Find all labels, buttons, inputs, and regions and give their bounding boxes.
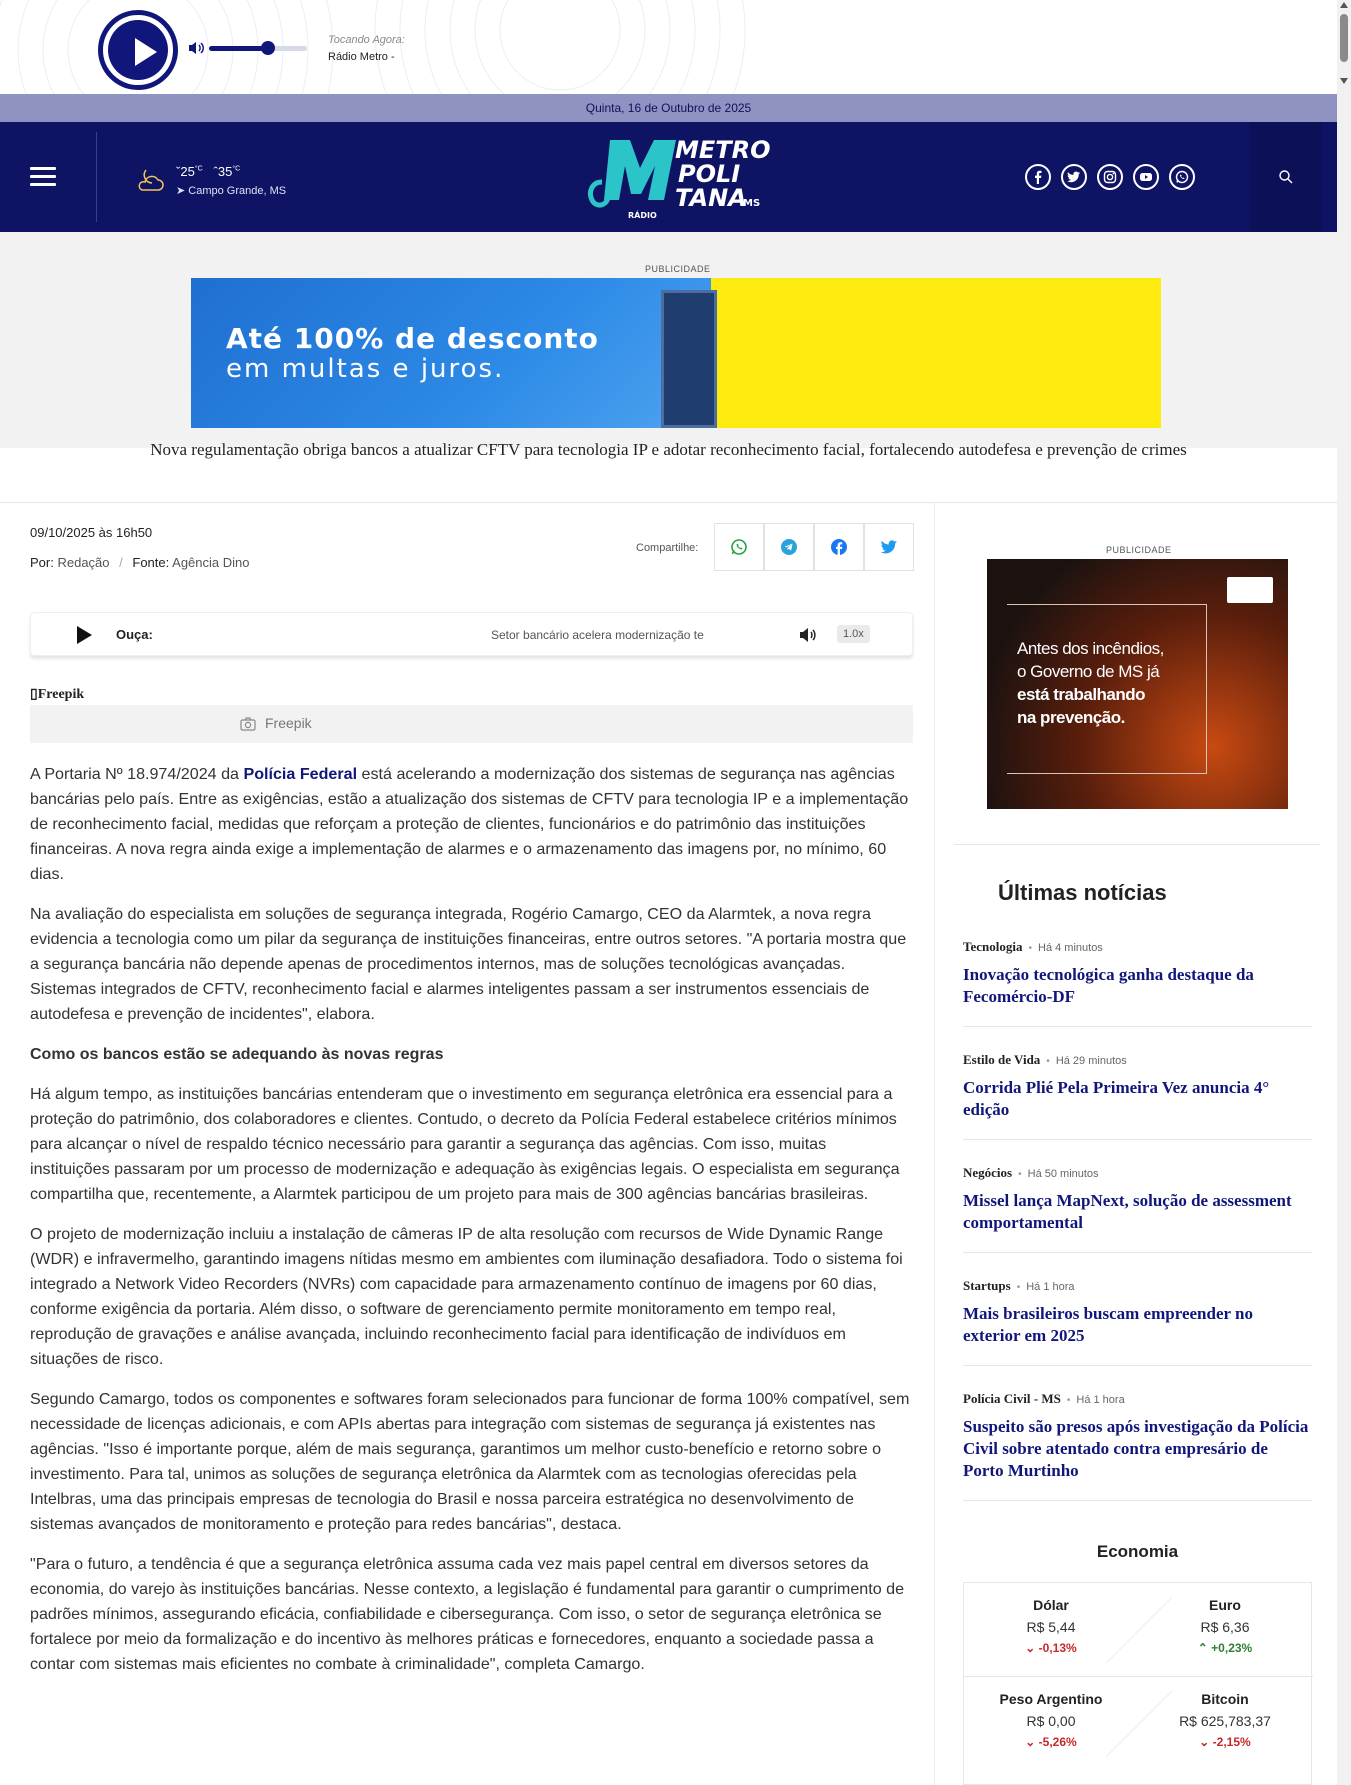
- news-time: Há 29 minutos: [1055, 1055, 1127, 1067]
- news-item[interactable]: [963, 1164, 1312, 1253]
- quote-euro: [1138, 1583, 1312, 1676]
- paragraph-3: Há algum tempo, as instituições bancárias entenderam que o investimento em segurança eletrônica era essencial para a proteção do patrimônio, dos colaboradores e clientes. Contudo, o decreto da Polícia Federal estabelece critérios mínimos para alcançar o nível de respaldo técnico necessário para garantir a segurança das agências. Com isso, muitas instituições passaram por um processo de modernização e adequação às exigências legais. O especialista em segurança compartilha que, recentemente, a Alarmtek participou de um projeto para mais de 300 agências bancárias brasileiras.: [30, 1085, 900, 1203]
- news-item[interactable]: [963, 1390, 1312, 1501]
- quote-value: R$ 5,44: [1026, 1619, 1076, 1635]
- news-item[interactable]: [963, 1277, 1312, 1366]
- instagram-icon[interactable]: [1097, 164, 1123, 190]
- play-icon: [108, 20, 168, 80]
- twitter-icon[interactable]: [1061, 164, 1087, 190]
- listen-label: Ouça:: [116, 627, 153, 642]
- article-image: [30, 686, 84, 703]
- news-headline[interactable]: Inovação tecnológica ganha destaque da Fecomércio-DF: [963, 965, 1254, 1006]
- news-time: Há 1 hora: [1076, 1394, 1125, 1406]
- volume-slider[interactable]: [209, 46, 307, 51]
- logo-word-2: POLI: [678, 160, 741, 188]
- logo-small: RÁDIO: [628, 211, 657, 220]
- search-button[interactable]: [1250, 122, 1322, 232]
- share-whatsapp-button[interactable]: [714, 523, 764, 571]
- city-location: [176, 184, 286, 197]
- quote-bitcoin: [1138, 1677, 1312, 1770]
- youtube-icon[interactable]: [1133, 164, 1159, 190]
- dot-separator: •: [1046, 1056, 1050, 1067]
- temp-unit-max: °C: [232, 165, 241, 173]
- temp-min: 25: [180, 164, 195, 179]
- chevron-down-icon: ⌄: [1025, 1735, 1039, 1749]
- volume-handle[interactable]: [261, 41, 275, 55]
- news-divider: [963, 1252, 1312, 1253]
- side-ad-line-1: Antes dos incêndios,: [1017, 639, 1164, 658]
- news-category[interactable]: Polícia Civil - MS: [963, 1391, 1061, 1406]
- door-illustration: [661, 290, 717, 428]
- temp-max: 35: [217, 164, 233, 179]
- side-ad-banner[interactable]: [987, 559, 1288, 809]
- whatsapp-icon[interactable]: [1169, 164, 1195, 190]
- news-time: Há 50 minutos: [1027, 1168, 1099, 1180]
- radio-play-button[interactable]: [98, 10, 178, 90]
- news-headline[interactable]: Missel lança MapNext, solução de assessment comportamental: [963, 1191, 1292, 1232]
- quote-name: Bitcoin: [1201, 1691, 1249, 1707]
- quote-value: R$ 6,36: [1200, 1619, 1250, 1635]
- news-headline[interactable]: Corrida Plié Pela Primeira Vez anuncia 4° edição: [963, 1078, 1270, 1119]
- quote-value: R$ 0,00: [1026, 1713, 1076, 1729]
- news-category[interactable]: Tecnologia: [963, 939, 1023, 954]
- news-headline[interactable]: Suspeito são presos após investigação da Polícia Civil sobre atentado contra empresário de Porto Murtinho: [963, 1417, 1309, 1480]
- share-telegram-button[interactable]: [764, 523, 814, 571]
- header-divider: [96, 132, 97, 222]
- camera-icon: [240, 717, 256, 731]
- search-icon: [1278, 169, 1294, 185]
- paragraph-6: "Para o futuro, a tendência é que a segurança eletrônica assuma cada vez mais papel central em diversos setores da economia, do varejo às instituições bancárias. Nesse contexto, a legislação é fundamental para garantir o cumprimento de padrões mínimos, assegurando eficácia, confiabilidade e cibersegurança. Com isso, o setor de segurança eletrônica se fortalece por meio da formalização e do incentivo às melhores práticas e fornecedores, enquanto a sociedade passa a contar com sistemas mais eficientes no combate à criminalidade", completa Camargo.: [30, 1555, 905, 1673]
- temp-unit: °C: [194, 165, 203, 173]
- twitter-icon: [880, 538, 898, 556]
- news-divider: [963, 1500, 1312, 1501]
- ad-yellow-panel: [681, 278, 1161, 428]
- column-divider: [934, 502, 935, 1785]
- latest-news-title: Últimas notícias: [998, 880, 1167, 905]
- news-time: Há 4 minutos: [1038, 942, 1103, 954]
- chevron-down-icon: ⌄: [1025, 1641, 1039, 1655]
- quote-name: Euro: [1209, 1597, 1241, 1613]
- article-byline: [30, 555, 249, 570]
- broken-image-icon: ▯: [30, 687, 38, 702]
- economy-quotes: [963, 1582, 1312, 1785]
- p1-start: A Portaria Nº 18.974/2024 da: [30, 765, 244, 783]
- social-links: [1025, 164, 1195, 190]
- ad-label: PUBLICIDADE: [645, 264, 711, 274]
- news-category[interactable]: Startups: [963, 1278, 1011, 1293]
- quote-change: [1138, 1735, 1312, 1749]
- volume-fill: [209, 46, 268, 51]
- dot-separator: •: [1016, 1282, 1021, 1293]
- logo-word-1: METRO: [675, 136, 771, 164]
- now-playing-value: Rádio Metro -: [328, 51, 395, 63]
- playback-speed-button[interactable]: 1.0x: [837, 625, 870, 643]
- dot-separator: •: [1018, 1169, 1022, 1180]
- quote-change-value: +0,23%: [1211, 1641, 1253, 1655]
- temperature-range: [176, 164, 240, 179]
- site-logo[interactable]: [580, 132, 780, 222]
- article-date: 09/10/2025 às 16h50: [30, 525, 153, 540]
- article-body: [30, 762, 910, 1692]
- share-label: Compartilhe:: [636, 542, 699, 554]
- news-divider: [963, 1139, 1312, 1140]
- news-time: Há 1 hora: [1026, 1281, 1075, 1293]
- side-ad-text: [1017, 637, 1164, 729]
- facebook-icon: [830, 538, 848, 556]
- image-alt-text: Freepik: [37, 687, 85, 702]
- volume-icon[interactable]: [188, 41, 204, 55]
- logo-suffix: MS: [743, 198, 761, 209]
- min-temp-icon: ˇ: [176, 164, 181, 179]
- p1-end: está acelerando a modernização dos sistemas de segurança nas agências bancárias pelo país. Entre as exigências, estão a atualização dos sistemas de CFTV para tecnologia IP e a implementação de reconhecimento facial, medidas que reforçam a proteção de clientes, funcionários e do patrimônio das instituições financeiras. A nova regra ainda exige a implementação de alarmes e o armazenamento das imagens por, no mínimo, 60 dias.: [30, 765, 909, 883]
- listen-play-icon[interactable]: [77, 626, 92, 644]
- quote-dolar: [964, 1583, 1138, 1676]
- image-caption: [30, 705, 913, 743]
- economy-title: Economia: [1096, 1542, 1179, 1561]
- quote-name: Peso Argentino: [999, 1691, 1103, 1707]
- news-item[interactable]: [963, 1051, 1312, 1140]
- quote-change-value: -2,15%: [1212, 1735, 1251, 1749]
- whatsapp-icon: [730, 538, 748, 556]
- separator: [0, 502, 1337, 503]
- paragraph-4: O projeto de modernização incluiu a instalação de câmeras IP de alta resolução com recursos de Wide Dynamic Range (WDR) e infravermelho, garantindo imagens nítidas mesmo em ambientes com iluminação desafiadora. Todo o sistema foi integrado a Network Video Recorders (NVRs) com capacidade para armazenamento contínuo de imagens por 60 dias, conforme exigência da portaria. Além disso, o software de gerenciamento permite monitoramento em tempo real, reprodução de gravações e análise avançada, incluindo reconhecimento facial para identificação de indivíduos em situações de risco.: [30, 1225, 903, 1368]
- quote-name: Dólar: [1033, 1597, 1069, 1613]
- dot-separator: •: [1028, 943, 1032, 954]
- dot-separator: •: [1066, 1395, 1071, 1406]
- author-name[interactable]: Redação: [57, 555, 110, 570]
- scrollbar-thumb[interactable]: [1340, 14, 1348, 62]
- side-ad-line-2: o Governo de MS já: [1017, 662, 1160, 681]
- paragraph-5: Segundo Camargo, todos os componentes e softwares foram selecionados para funcionar de forma 100% compatível, sem necessidade de licenças adicionais, e com APIs abertas para integração com sistemas de segurança já existentes nas agências. "Isso é importante porque, além de mais segurança, garantimos um melhor custo-benefício e retorno sobre o investimento. Para tal, unimos as soluções de segurança eletrônica da Alarmtek com as tecnologias oferecidas pela Intelbras, uma das principais empresas de tecnologia do Brasil e nossa parceira estratégica no desenvolvimento de sistemas avançados de monitoramento e proteção para redes bancárias", destaca.: [30, 1390, 910, 1533]
- side-ad-label: PUBLICIDADE: [1106, 545, 1172, 555]
- facebook-icon[interactable]: [1025, 164, 1051, 190]
- quote-change-value: -5,26%: [1038, 1735, 1077, 1749]
- quote-change: [1138, 1641, 1312, 1655]
- location-arrow-icon: ➤: [176, 185, 189, 197]
- listen-title: Setor bancário acelera modernização te: [491, 628, 704, 642]
- paragraph-2: Na avaliação do especialista em soluções de segurança integrada, Rogério Camargo, CEO da Alarmtek, a nova regra evidencia a tecnologia como um pilar da segurança de instituições financeiras, entre outros setores. "A portaria mostra que a segurança bancária não depende apenas de procedimentos internos, mas de soluções tecnológicas avançadas. Sistemas integrados de CFTV, reconhecimento facial e alarmes inteligentes passam a ser instrumentos essenciais de autodefesa e prevenção de incidentes", elabora.: [30, 905, 907, 1023]
- quote-change: [964, 1735, 1138, 1749]
- speaker-icon[interactable]: [799, 627, 817, 643]
- side-ad-line-3: está trabalhando: [1017, 685, 1146, 704]
- section-heading: Como os bancos estão se adequando às novas regras: [30, 1046, 444, 1063]
- chevron-down-icon: ⌄: [1199, 1735, 1213, 1749]
- ad-banner[interactable]: [191, 278, 1161, 428]
- quote-change: [964, 1641, 1138, 1655]
- radio-player-bar: [0, 0, 1351, 94]
- article-subtitle: Nova regulamentação obriga bancos a atualizar CFTV para tecnologia IP e adotar reconhecimento facial, fortalecendo autodefesa e prevenção de crimes: [150, 440, 1187, 459]
- site-header: [0, 122, 1337, 232]
- news-headline[interactable]: Mais brasileiros buscam empreender no exterior em 2025: [963, 1304, 1253, 1345]
- ad-subline: em multas e juros.: [226, 354, 505, 384]
- source-label: Fonte:: [132, 555, 170, 570]
- sidebar-divider: [954, 844, 1320, 845]
- policia-federal-link[interactable]: Polícia Federal: [243, 765, 358, 783]
- paragraph-1: [30, 762, 910, 887]
- byline-separator: /: [119, 555, 123, 570]
- logo-word-3: TANA: [675, 184, 747, 212]
- news-divider: [963, 1026, 1312, 1027]
- page-scrollbar[interactable]: [1337, 0, 1351, 1785]
- news-category[interactable]: Negócios: [963, 1165, 1013, 1180]
- now-playing-label: Tocando Agora:: [328, 34, 405, 46]
- news-item[interactable]: [963, 938, 1312, 1027]
- side-ad-line-4: na prevenção.: [1017, 708, 1125, 727]
- audio-listen-bar: [30, 612, 913, 656]
- chevron-up-icon: ⌃: [1197, 1641, 1212, 1655]
- menu-icon[interactable]: [30, 167, 56, 187]
- quote-peso-argentino: [964, 1677, 1138, 1770]
- scroll-down-icon[interactable]: [1340, 78, 1348, 84]
- author-label: Por:: [30, 555, 54, 570]
- news-divider: [963, 1365, 1312, 1366]
- share-buttons: [714, 523, 914, 571]
- ad-headline: Até 100% de desconto: [226, 322, 599, 355]
- telegram-icon: [780, 538, 798, 556]
- max-temp-icon: ˆ: [213, 164, 218, 179]
- cloudy-night-icon: [134, 166, 166, 194]
- caption-text: Freepik: [265, 715, 312, 731]
- scroll-up-icon[interactable]: [1340, 2, 1348, 8]
- share-facebook-button[interactable]: [814, 523, 864, 571]
- quote-change-value: -0,13%: [1038, 1641, 1077, 1655]
- source-name[interactable]: Agência Dino: [172, 555, 250, 570]
- quote-value: R$ 625,783,37: [1179, 1713, 1271, 1729]
- date-bar: Quinta, 16 de Outubro de 2025: [0, 94, 1337, 122]
- government-seal-icon: [1227, 577, 1273, 603]
- news-category[interactable]: Estilo de Vida: [963, 1052, 1041, 1067]
- share-twitter-button[interactable]: [864, 523, 914, 571]
- city-name: Campo Grande, MS: [188, 185, 287, 197]
